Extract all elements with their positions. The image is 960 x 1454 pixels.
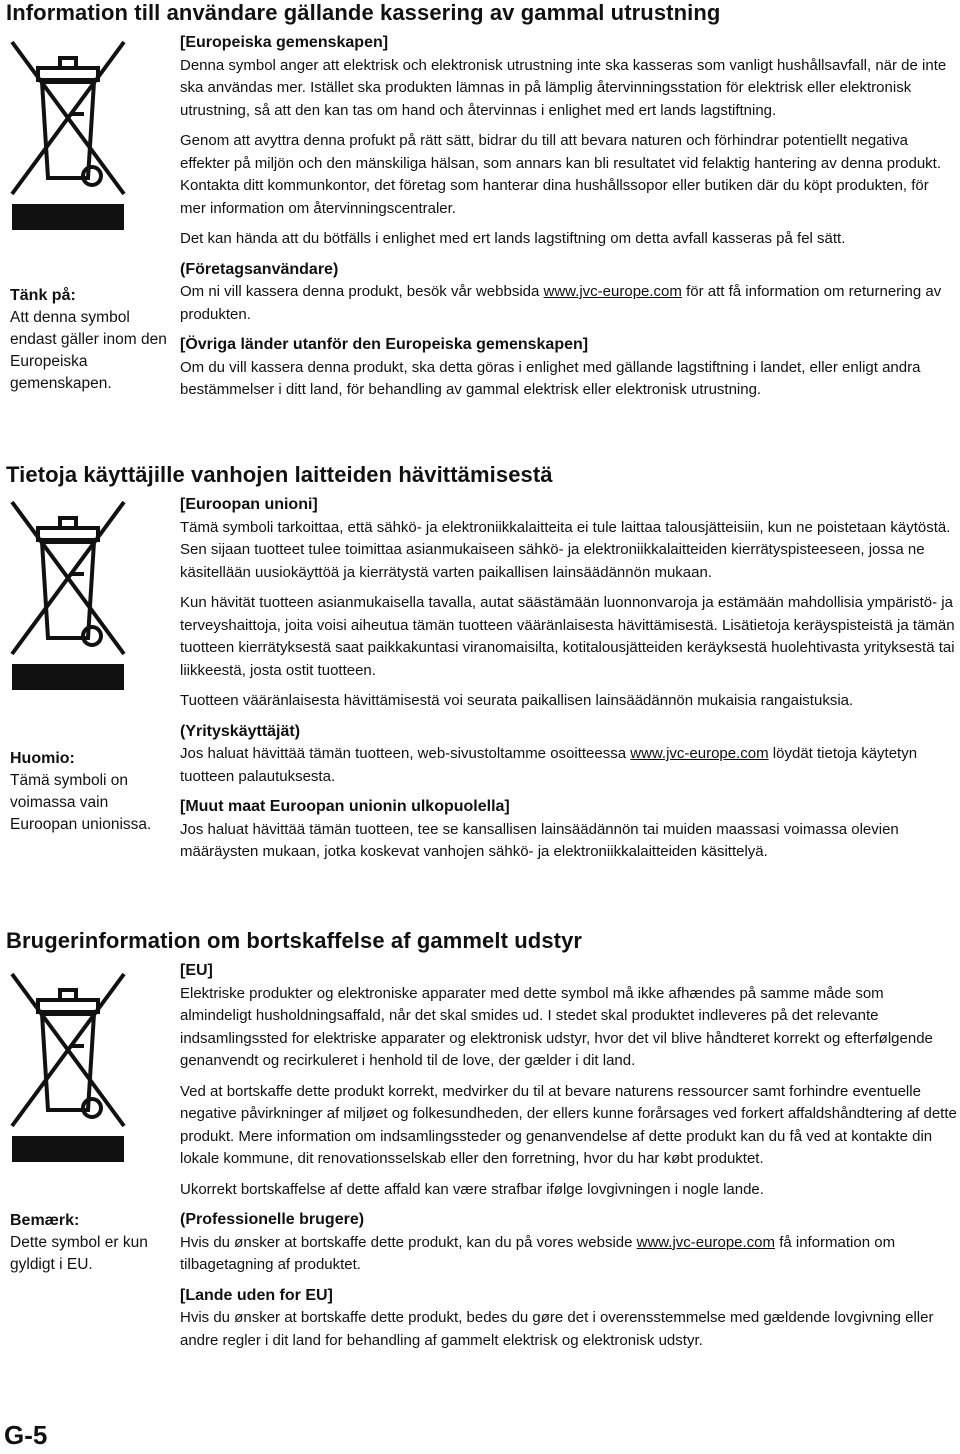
subheading: [EU] [180, 962, 213, 979]
note-title: Bemærk: [10, 1212, 80, 1229]
body-text [180, 494, 958, 872]
crossed-out-bin-icon [8, 38, 128, 198]
section-title: Tietoja käyttäjille vanhojen laitteiden hävittämisestä [6, 462, 553, 487]
paragraph: Ved at bortskaffe dette produkt korrekt, medvirker du til at bevare naturens ressourcer samt forhindre eventuelle negative påvirkninger af miljøet og folkesundheden, der ellers kunne forårsages ved forkert affaldshåndtering af dette produkt. Mere information om indsamlingssteder og genanvendelse af dette produkt kan du få ved at kontakte din lokale kommune, dit renovationsselskab eller den forretning, hvor du har købt produktet. [180, 1082, 957, 1167]
website-link[interactable]: www.jvc-europe.com [630, 745, 769, 762]
section-danish [0, 928, 960, 1388]
paragraph: Det kan hända att du bötfälls i enlighet med ert lands lagstiftning om detta avfall kasseras på fel sätt. [180, 230, 846, 247]
paragraph: Kun hävität tuotteen asianmukaisella tavalla, autat säästämään luonnonvaroja ja estämään mahdollisia ympäristö- ja terveyshaittoja, joita voisi aiheutua tämän tuotteen vääränlaisesta hävittämisestä. Lisätietoja keräyspisteistä ja tämän tuotteen kierrätyksestä saat paikkakuntasi viranomaisilta, kotitalousjätteiden keräyksestä huolehtivasta yrityksestä tai liikkeestä, josta ostit tuotteen. [180, 594, 955, 679]
weee-symbol [8, 970, 128, 1162]
note [10, 1210, 170, 1276]
subheading: [Lande uden for EU] [180, 1286, 333, 1304]
subheading: [Muut maat Euroopan unionin ulkopuolella] [180, 798, 510, 815]
paragraph-part: Hvis du ønsker at bortskaffe dette produkt, kan du på vores webside [180, 1233, 637, 1251]
section-title: Brugerinformation om bortskaffelse af gammelt udstyr [6, 928, 583, 953]
paragraph-part: Jos haluat hävittää tämän tuotteen, web-sivustoltamme osoitteessa [180, 745, 631, 762]
paragraph: Hvis du ønsker at bortskaffe dette produkt, bedes du gøre det i overensstemmelse med gældende lovgivning eller andre regler i dit land for behandling af gammelt elektrisk og elektronisk udstyr. [180, 1309, 934, 1349]
paragraph: Denna symbol anger att elektrisk och elektronisk utrustning inte ska kasseras som vanligt hushållsavfall, när de inte ska användas mer. Istället ska produkten lämnas in på lämplig återvinningsstation för elektrisk eller elektronisk utrustning, så att den kan tas om hand och återvinnas i enlighet med ert lands lagstiftning. [180, 56, 947, 119]
paragraph: Genom att avyttra denna profukt på rätt sätt, bidrar du till att bevara naturen och förhindrar potentiellt negativa effekter på miljön och den mänskiliga hälsan, som annars kan bli resultatet vid felaktig hantering av denna produkt. Kontakta ditt kommunkontor, det företag som hanterar dina hushållssopor eller butiken där du köpt produkten, för mer information om återvinningscentraler. [180, 132, 942, 217]
section-finnish [0, 462, 960, 912]
symbol-bar [12, 1136, 124, 1162]
symbol-bar [12, 664, 124, 690]
note [10, 748, 170, 836]
subheading: (Yrityskäyttäjät) [180, 722, 301, 740]
subheading: [Europeiska gemenskapen] [180, 34, 389, 51]
subheading: (Företagsanvändare) [180, 260, 339, 278]
website-link[interactable]: www.jvc-europe.com [543, 283, 682, 300]
note-title: Huomio: [10, 750, 75, 767]
body-text [180, 960, 958, 1360]
paragraph: Tämä symboli tarkoittaa, että sähkö- ja elektroniikkalaitteita ei tule laittaa talousjätteisiin, kun ne poistetaan käytöstä. Sen sijaan tuotteet tulee toimittaa asianmukaiseen sähkö- ja elektroniikkalaitteiden kierrätyspisteeseen, jossa ne käsitellään uusiokäyttöä ja kierrätystä varten paikallisen lainsäädännön mukaan. [180, 518, 951, 581]
subheading: [Övriga länder utanför den Europeiska gemenskapen] [180, 336, 589, 353]
section-swedish [0, 0, 960, 450]
crossed-out-bin-icon [8, 498, 128, 658]
paragraph-part: löydät tietoja käytetyn tuotteen palautuksesta. [180, 745, 918, 785]
section-title: Information till användare gällande kassering av gammal utrustning [6, 0, 721, 25]
paragraph: Tuotteen vääränlaisesta hävittämisestä voi seurata paikallisen lainsäädännön mukaisia rangaistuksia. [180, 692, 854, 709]
weee-symbol [8, 498, 128, 690]
paragraph-part: få information om tilbagetagning af produktet. [180, 1233, 896, 1273]
paragraph: Jos haluat hävittää tämän tuotteen, tee se kansallisen lainsäädännön tai muiden maassasi voimassa olevien määräysten mukaan, jotka koskevat vanhojen sähkö- ja elektroniikkalaitteiden käsittelyä. [180, 820, 899, 860]
note-text: Tämä symboli on voimassa vain Euroopan unionissa. [10, 772, 152, 833]
note-text: Att denna symbol endast gäller inom den Europeiska gemenskapen. [10, 309, 167, 392]
page-number: G-5 [4, 1420, 48, 1450]
note-title: Tänk på: [10, 287, 76, 304]
note-text: Dette symbol er kun gyldigt i EU. [10, 1234, 148, 1273]
paragraph: Elektriske produkter og elektroniske apparater med dette symbol må ikke afhændes på samme måde som almindeligt husholdningsaffald, når det skal smides ud. I stedet skal produktet indleveres på det relevante indsamlingssted for elektriske apparater og elektronisk udstyr, hvor det vil blive håndteret korrekt og efterfølgende genanvendt og recirkuleret i henhold til de love, der gælder i dit land. [180, 984, 933, 1069]
paragraph-part: Om ni vill kassera denna produkt, besök vår webbsida [180, 283, 544, 300]
weee-symbol [8, 38, 128, 230]
body-text [180, 32, 958, 410]
website-link[interactable]: www.jvc-europe.com [636, 1233, 776, 1251]
paragraph-part: för att få information om returnering av produkten. [180, 283, 942, 323]
subheading: (Professionelle brugere) [180, 1211, 365, 1228]
subheading: [Euroopan unioni] [180, 496, 318, 513]
symbol-bar [12, 204, 124, 230]
note [10, 285, 170, 395]
paragraph: Ukorrekt bortskaffelse af dette affald kan være strafbar ifølge lovgivningen i nogle lande. [180, 1180, 764, 1198]
paragraph: Om du vill kassera denna produkt, ska detta göras i enlighet med gällande lagstiftning i landet, eller enligt andra bestämmelser i ditt land, för behandling av gammal elektrisk eller elektronisk utrustning. [180, 358, 921, 398]
crossed-out-bin-icon [8, 970, 128, 1130]
